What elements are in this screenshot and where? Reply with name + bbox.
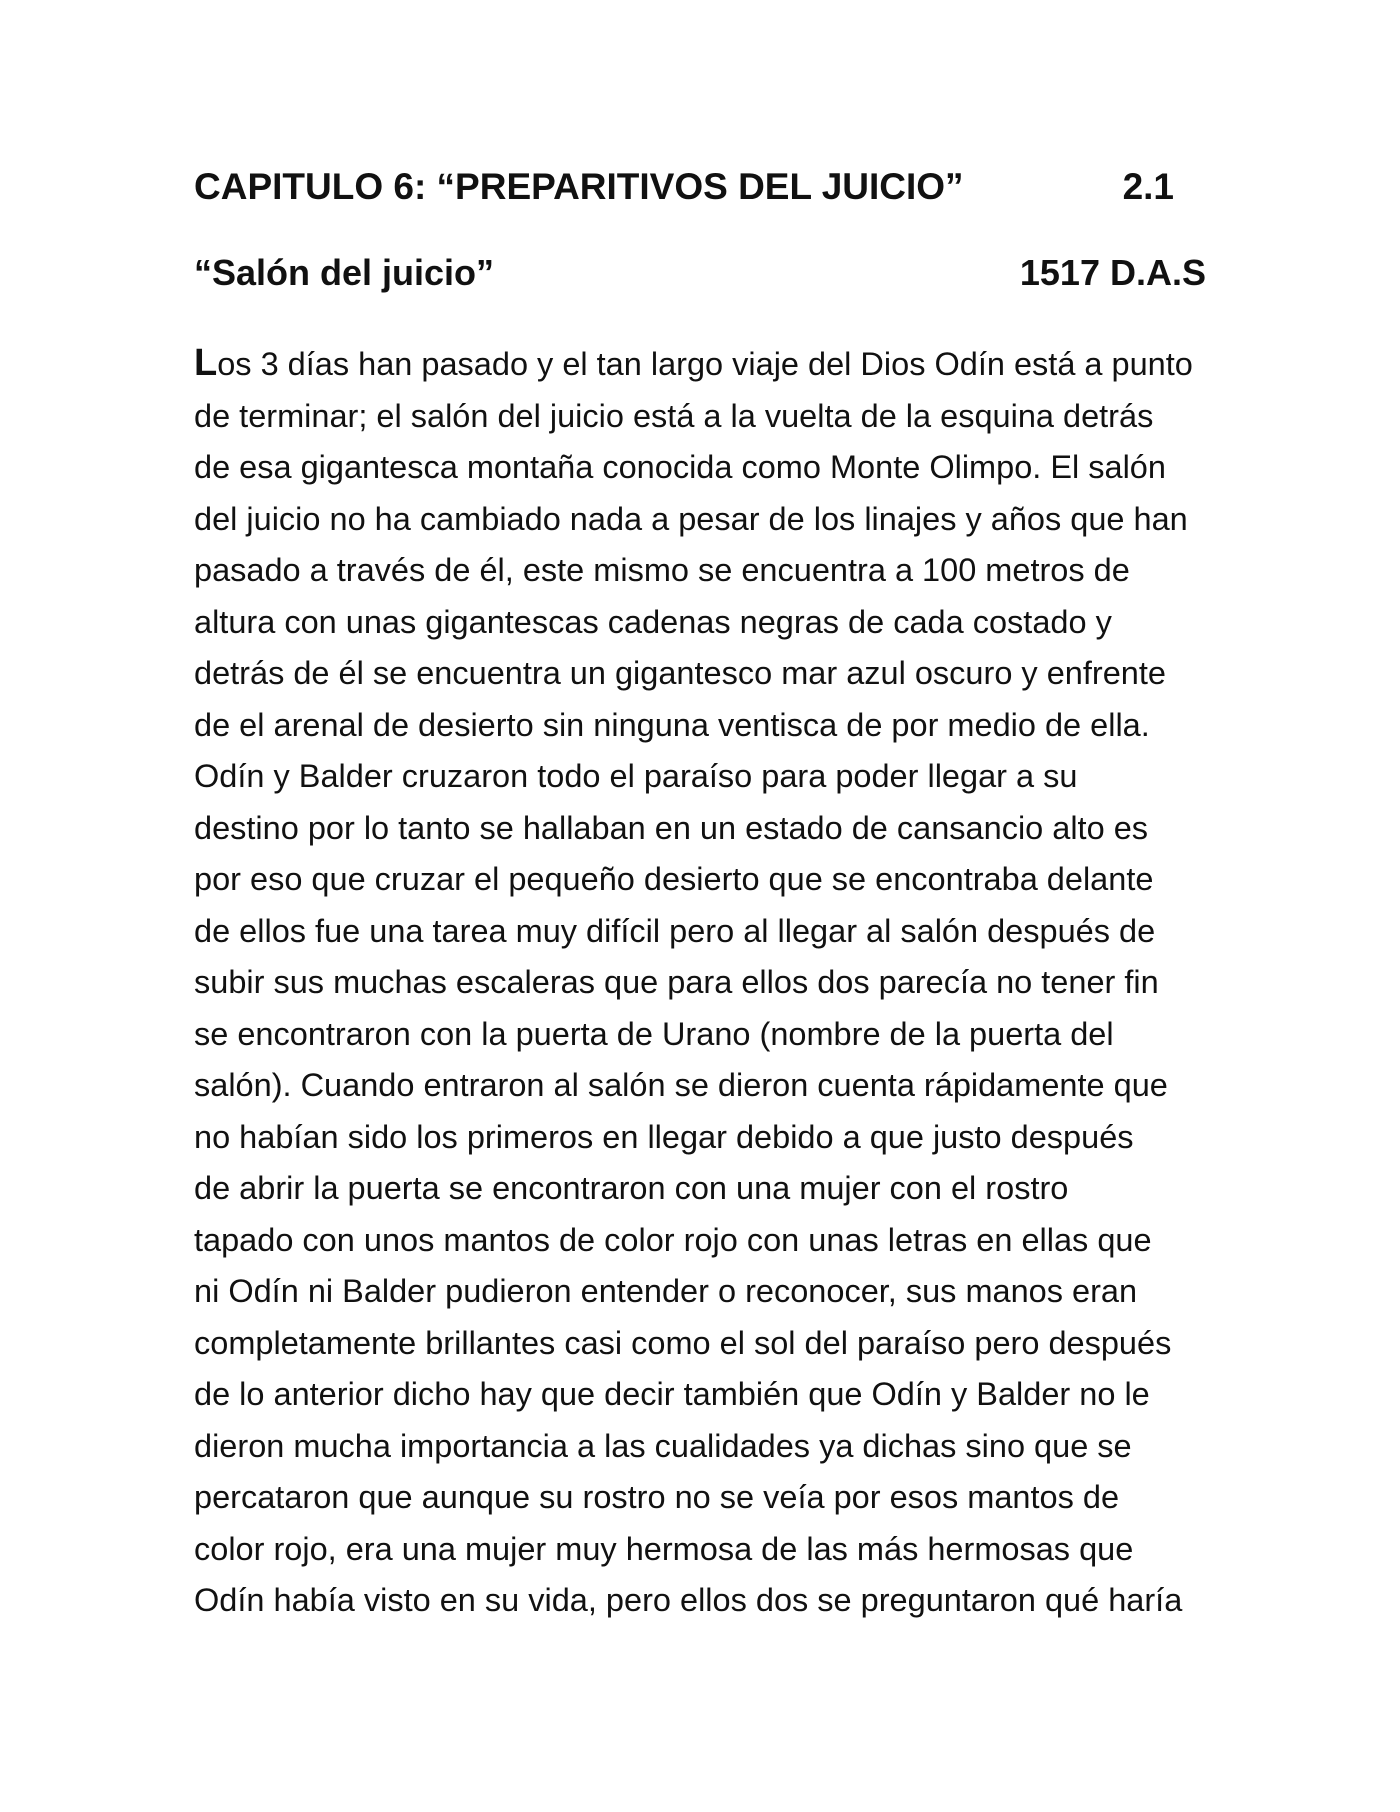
body-line: percataron que aunque su rostro no se veía por esos mantos de — [194, 1479, 1120, 1515]
body-line: Odín y Balder cruzaron todo el paraíso para poder llegar a su — [194, 758, 1078, 794]
body-line: completamente brillantes casi como el sol del paraíso pero después — [194, 1324, 1172, 1361]
body-line: tapado con unos mantos de color rojo con unas letras en ellas que — [194, 1221, 1152, 1258]
body-line: altura con unas gigantescas cadenas negras de cada costado y — [194, 603, 1112, 640]
body-paragraph — [194, 338, 1206, 1627]
initial-letter: L — [194, 342, 218, 384]
chapter-title: CAPITULO 6: “PREPARITIVOS DEL JUICIO” — [194, 166, 964, 207]
body-line: de esa gigantesca montaña conocida como Monte Olimpo. El salón — [194, 449, 1166, 485]
first-line-text: os 3 días han pasado y el tan largo viaje del Dios Odín está a punto — [217, 346, 1193, 382]
body-line — [194, 338, 1206, 391]
body-line: destino por lo tanto se hallaban en un estado de cansancio alto es — [194, 809, 1149, 846]
body-line: detrás de él se encuentra un gigantesco mar azul oscuro y enfrente — [194, 655, 1166, 691]
body-line: se encontraron con la puerta de Urano (nombre de la puerta del — [194, 1015, 1114, 1052]
body-line: Odín había visto en su vida, pero ellos dos se preguntaron qué haría — [194, 1582, 1183, 1618]
body-line: pasado a través de él, este mismo se encuentra a 100 metros de — [194, 552, 1130, 588]
body-line: de abrir la puerta se encontraron con una mujer con el rostro — [194, 1170, 1069, 1206]
body-line: por eso que cruzar el pequeño desierto que se encontraba delante — [194, 861, 1154, 897]
body-line: salón). Cuando entraron al salón se dieron cuenta rápidamente que — [194, 1067, 1168, 1103]
body-line: de ellos fue una tarea muy difícil pero al llegar al salón después de — [194, 912, 1156, 949]
body-line: dieron mucha importancia a las cualidades ya dichas sino que se — [194, 1427, 1132, 1464]
body-line: color rojo, era una mujer muy hermosa de las más hermosas que — [194, 1530, 1134, 1567]
body-line: de el arenal de desierto sin ninguna ventisca de por medio de ella. — [194, 706, 1150, 743]
section-title: “Salón del juicio” — [194, 252, 495, 293]
body-line: subir sus muchas escaleras que para ellos dos parecía no tener fin — [194, 964, 1159, 1000]
chapter-number: 2.1 — [1122, 166, 1174, 207]
body-line: del juicio no ha cambiado nada a pesar de los linajes y años que han — [194, 500, 1188, 537]
body-line: no habían sido los primeros en llegar debido a que justo después — [194, 1118, 1134, 1155]
section-year: 1517 D.A.S — [1019, 252, 1206, 293]
section-heading — [194, 252, 1206, 294]
chapter-heading — [194, 166, 1206, 208]
body-line: ni Odín ni Balder pudieron entender o reconocer, sus manos eran — [194, 1273, 1138, 1309]
body-line: de terminar; el salón del juicio está a la vuelta de la esquina detrás — [194, 397, 1154, 434]
body-line: de lo anterior dicho hay que decir también que Odín y Balder no le — [194, 1376, 1150, 1412]
